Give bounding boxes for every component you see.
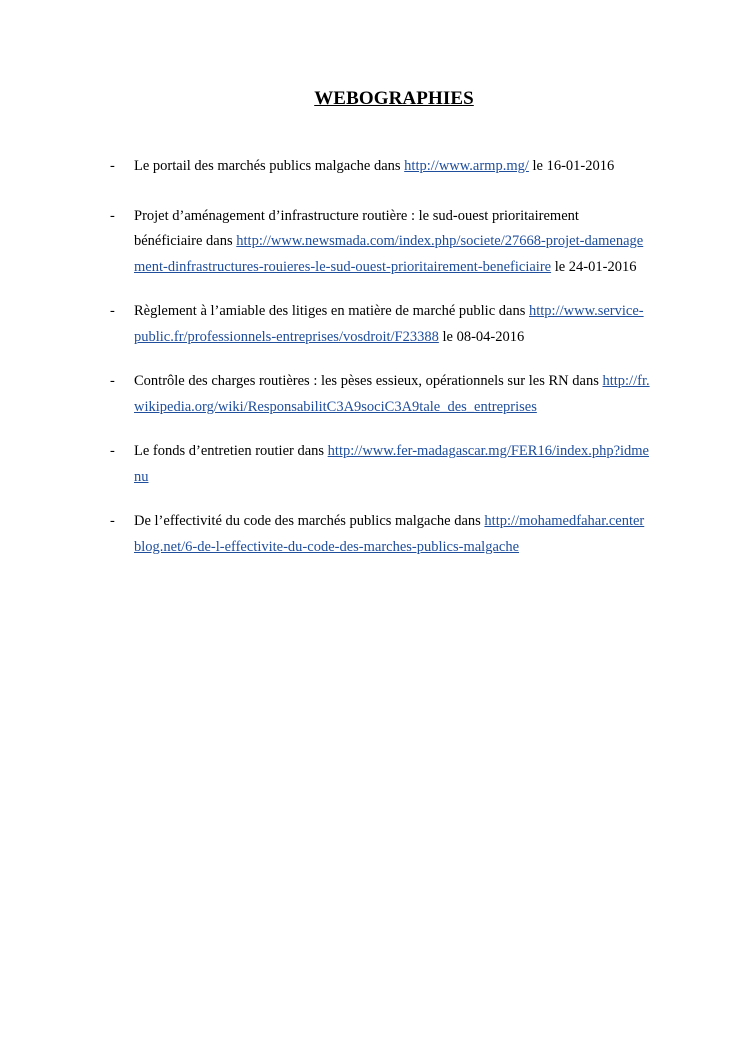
bullet-dash: - (110, 158, 115, 174)
bullet-dash: - (110, 443, 115, 460)
entry-link[interactable]: http://www.fer-madagascar.mg/FER16/index.php?idmenu (134, 443, 649, 485)
list-item (110, 509, 650, 560)
entry-text: Projet d’aménagement d’infrastructure routière : le sud-ouest prioritairement bénéficiaire dans (134, 207, 579, 250)
entry-link[interactable]: http://www.armp.mg/ (404, 158, 529, 174)
entry-date: le 08-04-2016 (438, 329, 525, 346)
entry-date: le 16-01-2016 (528, 158, 615, 174)
entry-link[interactable]: http://fr.wikipedia.org/wiki/ResponsabilitC3A9sociC3A9tale_des_entreprises (134, 373, 650, 415)
entry-text: Le fonds d’entretien routier dans (134, 443, 328, 460)
entry-link[interactable]: http://www.newsmada.com/index.php/societe/27668-projet-damenagement-dinfrastructures-rouieres-le-sud-ouest-prioritairement-beneficiaire (134, 233, 644, 276)
entry-link[interactable]: http://www.service-public.fr/professionnels-entreprises/vosdroit/F23388 (134, 303, 644, 346)
entry-text: Contrôle des charges routières : les pèses essieux, opérationnels sur les RN dans (134, 373, 603, 390)
bullet-dash: - (110, 207, 115, 224)
entry-text: Le portail des marchés publics malgache dans (134, 158, 405, 174)
entry-text: Règlement à l’amiable des litiges en matière de marché public dans (134, 303, 529, 320)
entry-date: le 24-01-2016 (551, 259, 637, 276)
entry-link[interactable]: http://mohamedfahar.centerblog.net/6-de-l-effectivite-du-code-des-marches-publics-malgache (134, 513, 645, 555)
bullet-dash: - (110, 303, 115, 320)
page-title: WEBOGRAPHIES (314, 88, 474, 109)
list-item (110, 299, 650, 350)
list-item (110, 369, 650, 420)
bullet-dash: - (110, 513, 115, 530)
list-item (110, 154, 650, 180)
list-item (110, 439, 650, 490)
entry-text: De l’effectivité du code des marchés publics malgache dans (134, 513, 485, 530)
bullet-dash: - (110, 373, 115, 390)
list-item (110, 204, 650, 281)
webography-list (110, 154, 650, 579)
